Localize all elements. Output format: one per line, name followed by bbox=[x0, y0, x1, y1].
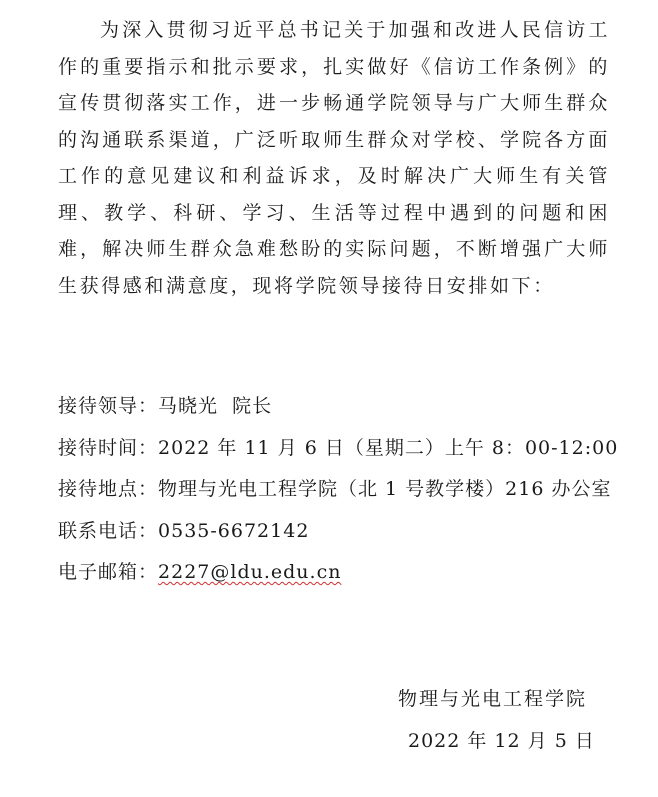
signature-organization: 物理与光电工程学院 bbox=[398, 688, 588, 710]
email-label: 电子邮箱： bbox=[58, 561, 159, 583]
location-row bbox=[58, 469, 618, 511]
email-row bbox=[58, 552, 618, 594]
time-label: 接待时间： bbox=[58, 436, 159, 459]
email-value[interactable]: 2227@ldu.edu.cn bbox=[158, 561, 342, 583]
phone-value: 0535-6672142 bbox=[158, 519, 310, 542]
leader-label: 接待领导： bbox=[58, 395, 159, 417]
time-value: 2022 年 11 月 6 日（星期二）上午 8：00-12:00 bbox=[158, 436, 619, 459]
leader-value: 马晓光 院长 bbox=[158, 395, 273, 417]
location-value: 物理与光电工程学院（北 1 号教学楼）216 办公室 bbox=[158, 478, 612, 500]
signature-date: 2022 年 12 月 5 日 bbox=[408, 730, 595, 752]
leader-row bbox=[58, 386, 618, 428]
time-row bbox=[58, 428, 618, 470]
intro-paragraph: 为深入贯彻习近平总书记关于加强和改进人民信访工作的重要指示和批示要求，扎实做好《信访工作条例》的宣传贯彻落实工作，进一步畅通学院领导与广大师生群众的沟通联系渠道，广泛听取师生群众对学校、学院各方面工作的意见建议和利益诉求，及时解决广大师生有关管理、教学、科研、学习、生活等过程中遇到的问题和困难，解决师生群众急难愁盼的实际问题，不断增强广大师生获得感和满意度，现将学院领导接待日安排如下： bbox=[58, 19, 610, 297]
location-label: 接待地点： bbox=[58, 478, 159, 500]
phone-row bbox=[58, 511, 618, 553]
phone-label: 联系电话： bbox=[58, 519, 159, 542]
reception-details bbox=[58, 386, 618, 594]
